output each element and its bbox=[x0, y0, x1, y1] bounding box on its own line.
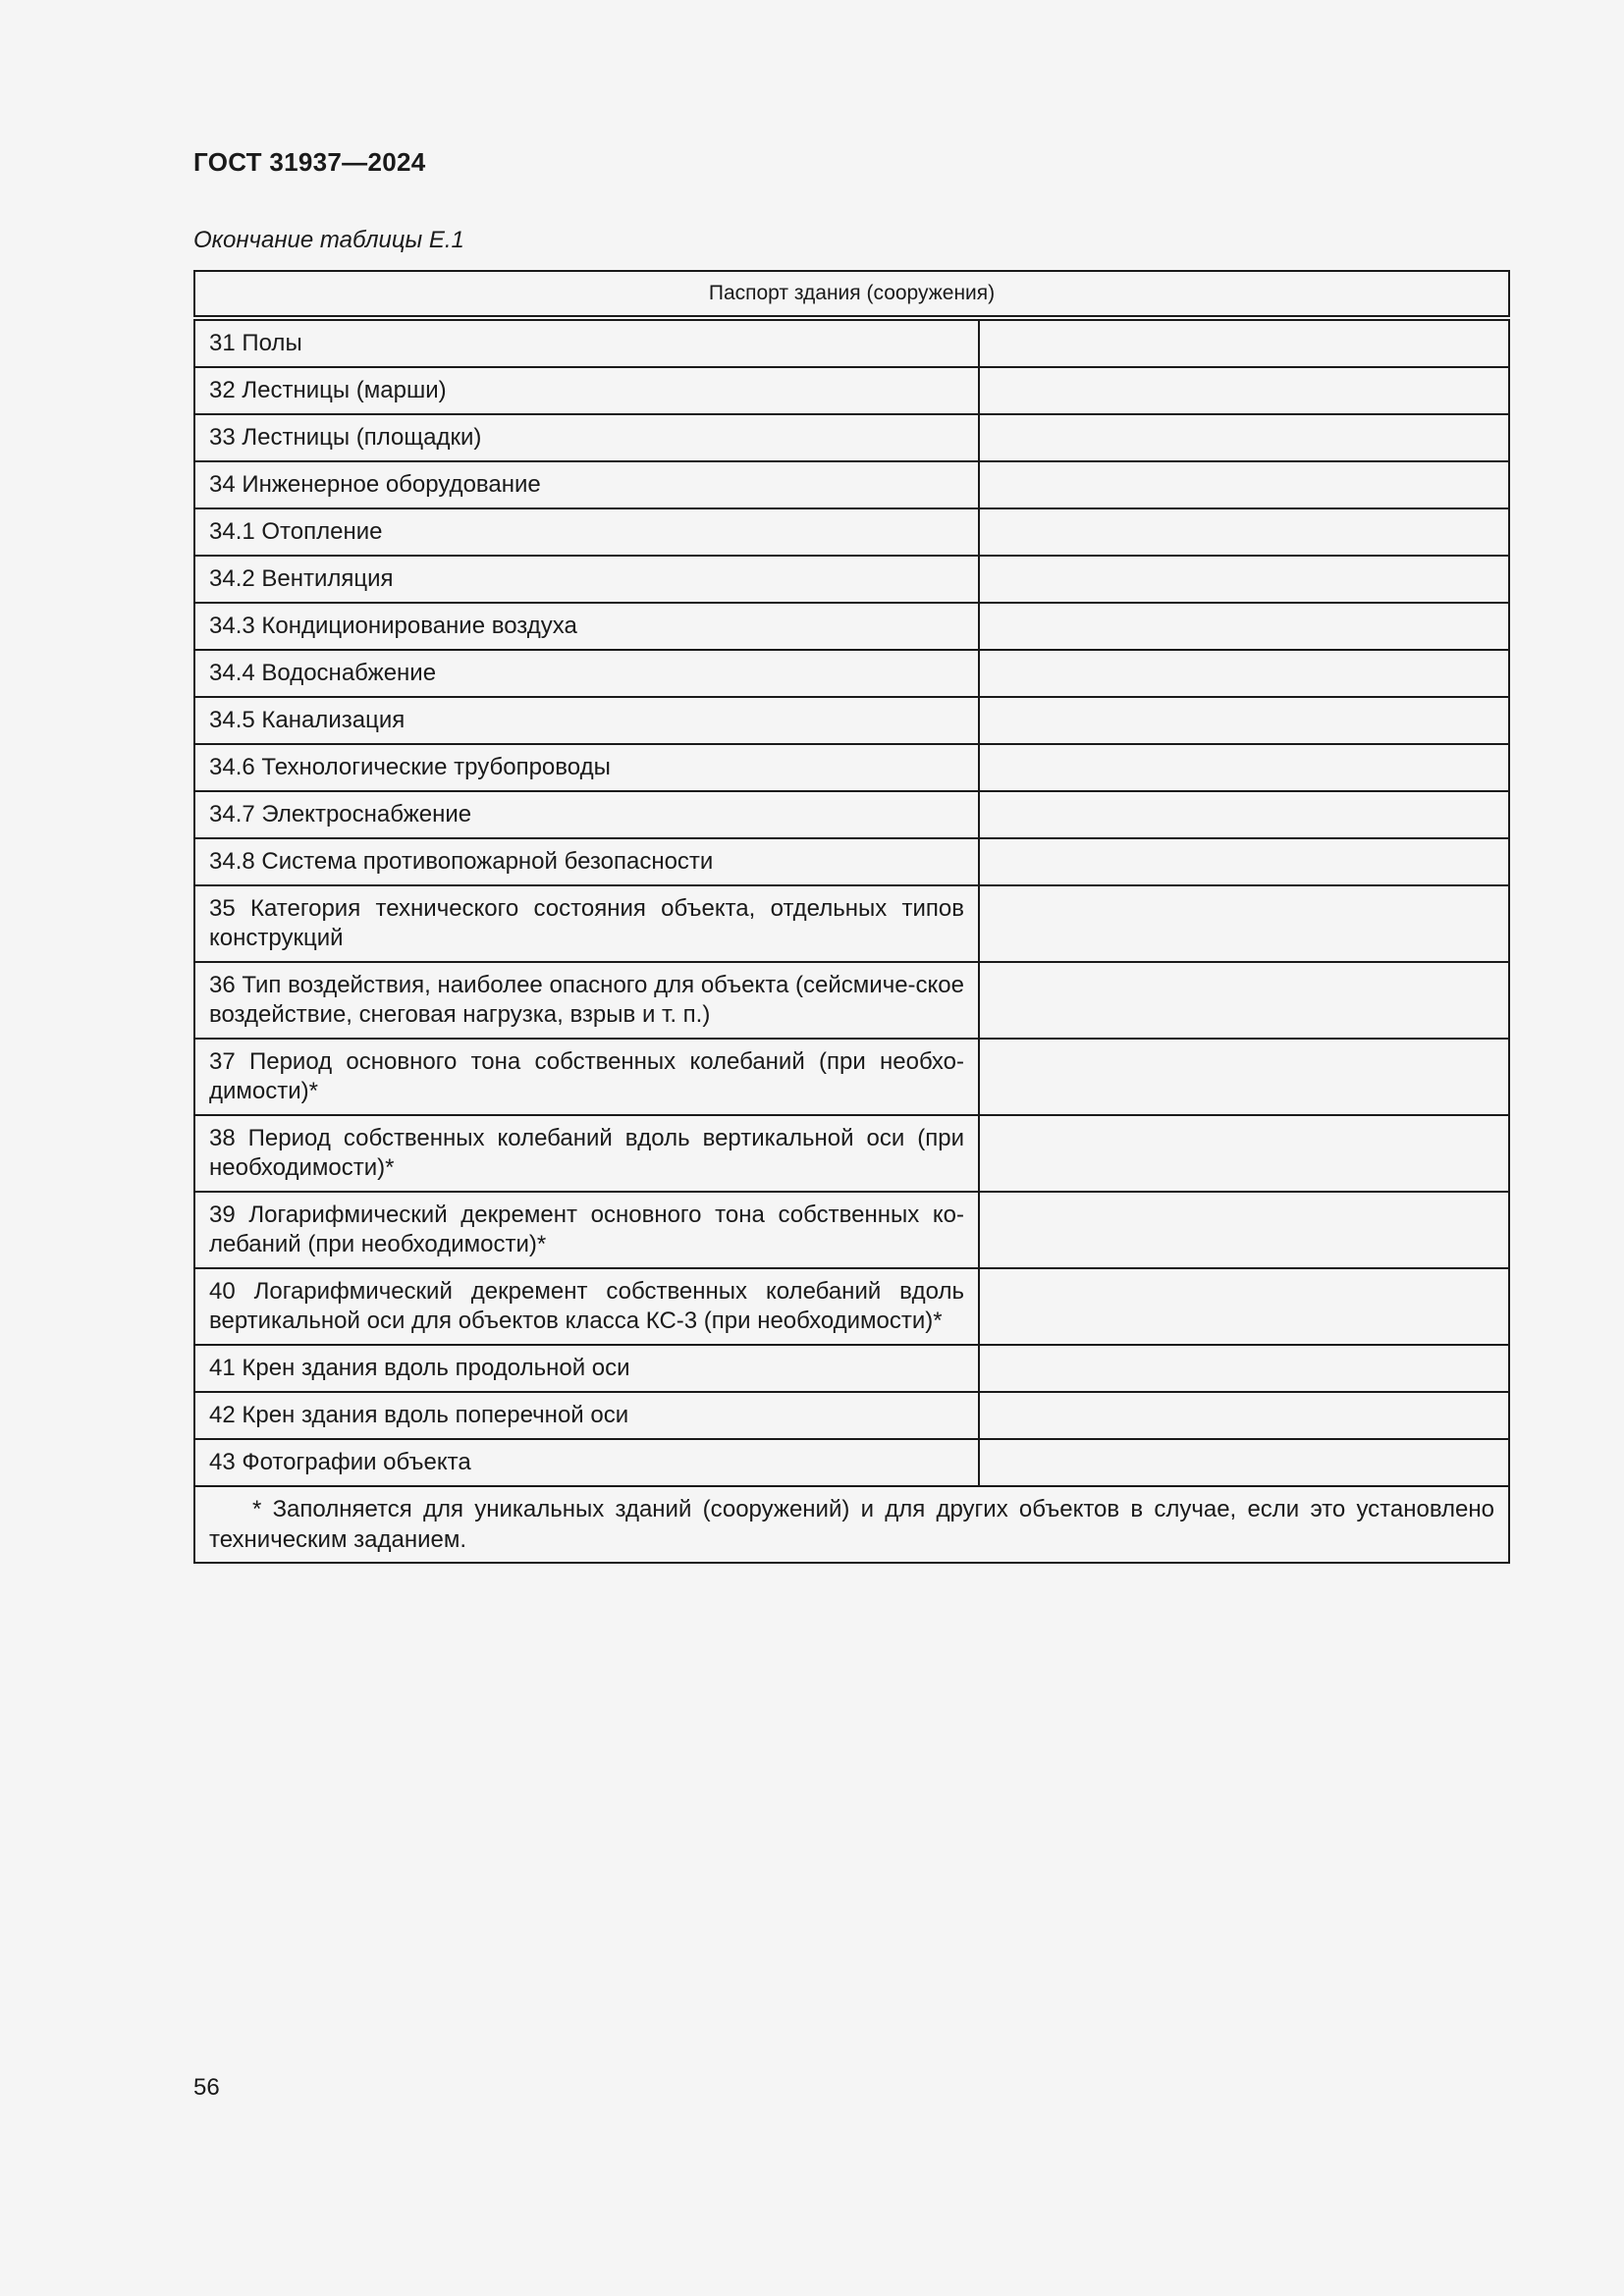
table-caption: Окончание таблицы Е.1 bbox=[193, 227, 464, 253]
row-value-cell bbox=[979, 744, 1509, 791]
row-label-cell bbox=[194, 367, 979, 414]
row-value-cell bbox=[979, 885, 1509, 962]
row-label-cell bbox=[194, 1115, 979, 1192]
building-passport-table bbox=[193, 270, 1510, 1564]
row-label-cell bbox=[194, 744, 979, 791]
row-label: 43 Фотографии объекта bbox=[209, 1449, 471, 1475]
row-label: 41 Крен здания вдоль продольной оси bbox=[209, 1355, 630, 1381]
row-value-cell bbox=[979, 556, 1509, 603]
row-label: 32 Лестницы (марши) bbox=[209, 377, 447, 403]
table-row bbox=[194, 697, 1509, 744]
row-label-cell bbox=[194, 1345, 979, 1392]
row-label: 31 Полы bbox=[209, 330, 302, 356]
row-value-cell bbox=[979, 697, 1509, 744]
row-value-cell bbox=[979, 791, 1509, 838]
row-label: 34 Инженерное оборудование bbox=[209, 471, 541, 498]
row-label: 40 Логарифмический декремент собственных колебаний вдоль вертикальной оси для объектов класса КС-3 (при необходимости)* bbox=[209, 1278, 964, 1334]
row-label-cell bbox=[194, 885, 979, 962]
row-label: 37 Период основного тона собственных колебаний (при необхо-димости)* bbox=[209, 1048, 964, 1104]
table-row bbox=[194, 318, 1509, 367]
page-number: 56 bbox=[193, 2074, 220, 2101]
row-label-cell bbox=[194, 1192, 979, 1268]
table-row bbox=[194, 1439, 1509, 1486]
row-label-cell bbox=[194, 461, 979, 508]
row-label: 34.4 Водоснабжение bbox=[209, 660, 437, 686]
table-row bbox=[194, 1392, 1509, 1439]
row-label-cell bbox=[194, 1039, 979, 1115]
table-row bbox=[194, 367, 1509, 414]
row-label-cell bbox=[194, 318, 979, 367]
table-row bbox=[194, 414, 1509, 461]
table-row bbox=[194, 744, 1509, 791]
row-label-cell bbox=[194, 603, 979, 650]
table-row bbox=[194, 1039, 1509, 1115]
table-row bbox=[194, 603, 1509, 650]
row-label: 34.5 Канализация bbox=[209, 707, 406, 733]
row-label: 39 Логарифмический декремент основного тона собственных ко-лебаний (при необходимости)* bbox=[209, 1201, 964, 1257]
row-label-cell bbox=[194, 414, 979, 461]
row-value-cell bbox=[979, 367, 1509, 414]
row-label: 36 Тип воздействия, наиболее опасного для объекта (сейсмиче-ское воздействие, снеговая нагрузка, взрыв и т. п.) bbox=[209, 972, 964, 1028]
row-label-cell bbox=[194, 1392, 979, 1439]
table-row bbox=[194, 508, 1509, 556]
row-label-cell bbox=[194, 838, 979, 885]
page-header-standard: ГОСТ 31937—2024 bbox=[193, 147, 426, 177]
row-label: 34.1 Отопление bbox=[209, 518, 383, 545]
row-value-cell bbox=[979, 1345, 1509, 1392]
table-row bbox=[194, 885, 1509, 962]
footnote-row bbox=[194, 1486, 1509, 1563]
table-row bbox=[194, 461, 1509, 508]
row-value-cell bbox=[979, 603, 1509, 650]
row-label: 42 Крен здания вдоль поперечной оси bbox=[209, 1402, 629, 1428]
table-header-row bbox=[194, 271, 1509, 318]
row-label: 34.7 Электроснабжение bbox=[209, 801, 472, 828]
row-value-cell bbox=[979, 1039, 1509, 1115]
row-value-cell bbox=[979, 838, 1509, 885]
row-value-cell bbox=[979, 508, 1509, 556]
row-value-cell bbox=[979, 1192, 1509, 1268]
table-row bbox=[194, 791, 1509, 838]
row-label-cell bbox=[194, 556, 979, 603]
row-value-cell bbox=[979, 1115, 1509, 1192]
table-row bbox=[194, 962, 1509, 1039]
row-value-cell bbox=[979, 414, 1509, 461]
table-row bbox=[194, 650, 1509, 697]
row-label-cell bbox=[194, 1439, 979, 1486]
row-label: 34.8 Система противопожарной безопасности bbox=[209, 848, 714, 875]
table-row bbox=[194, 1192, 1509, 1268]
table-row bbox=[194, 1268, 1509, 1345]
row-label-cell bbox=[194, 962, 979, 1039]
row-label-cell bbox=[194, 650, 979, 697]
table-row bbox=[194, 1345, 1509, 1392]
footnote-cell bbox=[194, 1486, 1509, 1563]
table-footnote: * Заполняется для уникальных зданий (сооружений) и для других объектов в случае, если это установлено техническим заданием. bbox=[209, 1496, 1495, 1553]
row-label-cell bbox=[194, 791, 979, 838]
row-label: 34.2 Вентиляция bbox=[209, 565, 394, 592]
row-label-cell bbox=[194, 697, 979, 744]
row-value-cell bbox=[979, 461, 1509, 508]
row-value-cell bbox=[979, 1439, 1509, 1486]
table-title: Паспорт здания (сооружения) bbox=[194, 271, 1509, 318]
row-label: 38 Период собственных колебаний вдоль вертикальной оси (при необходимости)* bbox=[209, 1125, 964, 1181]
row-label: 34.6 Технологические трубопроводы bbox=[209, 754, 611, 780]
row-value-cell bbox=[979, 1268, 1509, 1345]
row-value-cell bbox=[979, 1392, 1509, 1439]
row-label: 33 Лестницы (площадки) bbox=[209, 424, 482, 451]
table-row bbox=[194, 838, 1509, 885]
row-value-cell bbox=[979, 962, 1509, 1039]
row-label: 35 Категория технического состояния объекта, отдельных типов конструкций bbox=[209, 895, 964, 951]
row-label: 34.3 Кондиционирование воздуха bbox=[209, 613, 577, 639]
row-label-cell bbox=[194, 1268, 979, 1345]
row-value-cell bbox=[979, 650, 1509, 697]
row-value-cell bbox=[979, 318, 1509, 367]
table-row bbox=[194, 556, 1509, 603]
table-row bbox=[194, 1115, 1509, 1192]
row-label-cell bbox=[194, 508, 979, 556]
